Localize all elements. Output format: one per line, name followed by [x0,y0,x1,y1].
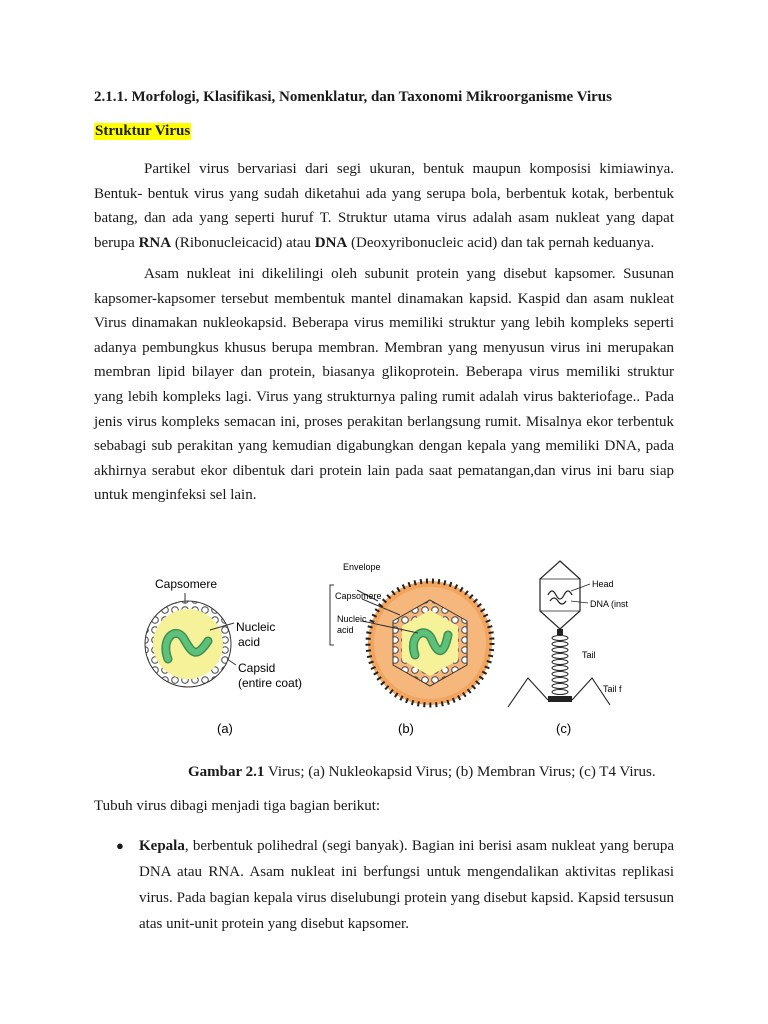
figure-b-enveloped-virus [330,562,492,736]
section-heading: 2.1.1. Morfologi, Klasifikasi, Nomenklatur, dan Taxonomi Mikroorganisme Virus [94,89,612,105]
bullet-term: Kepala [139,838,185,854]
figure-b-capsomere-label: Capsomere [335,591,382,601]
figure-a-tag: (a) [217,721,233,736]
figure-a-capsomere-label: Capsomere [155,577,218,591]
figure-a-nucleocapsid [145,577,302,736]
paragraph-1-text-a: Partikel virus bervariasi dari segi ukuran, bentuk maupun komposisi kimiawinya. Bentuk- bentuk virus yang sudah diketahui ada yang serupa bola, berbentuk kotak, berbentuk batang, dan ada yang seperti huruf T. Struktur utama virus adalah asam nukleat yang dapat berupa [94,161,674,251]
bullet-text: , berbentuk polihedral (segi banyak). Bagian ini berisi asam nukleat yang berupa DNA atau RNA. Asam nukleat ini berfungsi untuk mengendalikan aktivitas replikasi virus. Pada bagian kepala virus diselubungi protein yang disebut kapsid. Kapsid tersusun atas unit-unit protein yang disebut kapsomer. [139,838,674,932]
figure-a-capsid-label: Capsid [238,661,276,675]
caption-text: Virus; (a) Nukleokapsid Virus; (b) Membran Virus; (c) T4 Virus. [264,764,656,780]
paragraph-2: Asam nukleat ini dikelilingi oleh subunit protein yang disebut kapsomer. Susunan kapsomer-kapsomer tersebut membentuk mantel dinamakan kapsid. Kaspid dan asam nukleat Virus dinamakan nukleokapsid. Beberapa virus memiliki struktur yang lebih kompleks seperti adanya pembungkus khusus berupa membran. Membran yang menyusun virus ini merupakan membran lipid bilayer dan protein, biasanya glikoprotein. Beberapa virus memiliki struktur yang lebih kompleks lagi. Virus yang strukturnya paling rumit adalah virus bakteriofage.. Pada jenis virus kompleks semacan ini, proses perakitan berlangsung rumit. Misalnya ekor terbentuk sebabagi sub perakitan yang kemudian digabungkan dengan kepala yang memiliki DNA, pada akhirnya serabut ekor dibentuk dari protein lain pada saat pematangan,dan virus ini baru siap untuk menginfeksi sel lain. [94,266,674,504]
bullet-list [94,833,674,937]
caption-label: Gambar 2.1 [188,764,265,780]
figure-c-tag: (c) [556,721,572,736]
figure-a-coat-label: (entire coat) [238,676,303,690]
figure-c-tail-label: Tail [582,650,596,660]
figure-c-dna-label: DNA (inst [590,599,629,609]
figure-b-acid-label: acid [337,625,354,635]
figure-b-tag: (b) [398,721,414,736]
intro-sentence: Tubuh virus dibagi menjadi tiga bagian berikut: [94,798,381,814]
figure-c-head-label: Head [592,579,614,589]
figure-c-baseplate [548,696,572,702]
figure-a-acid-label: acid [238,635,261,649]
figure-c-head [540,561,580,629]
paragraph-1-text-b: (Ribonucleicacid) atau [171,234,315,251]
figure-c-t4-phage [508,561,629,736]
figure-b-envelope-label: Envelope [343,562,381,572]
paragraph-1 [94,157,674,255]
figure-b-nucleic-label: Nucleic [337,614,367,624]
rna-term: RNA [138,234,172,251]
figure-a-nucleic-label: Nucleic [236,620,276,634]
dna-term: DNA [314,234,348,251]
list-item [94,833,674,937]
figure-c-tail [552,636,568,695]
figure-c-tail-fiber-label: Tail f [603,684,622,694]
figure-caption [188,764,656,781]
subsection-heading: Struktur Virus [95,123,191,139]
paragraph-1-text-c: (Deoxyribonucleic acid) dan tak pernah keduanya. [347,234,655,251]
bullet-icon: ● [116,838,124,853]
virus-figure [130,555,650,745]
